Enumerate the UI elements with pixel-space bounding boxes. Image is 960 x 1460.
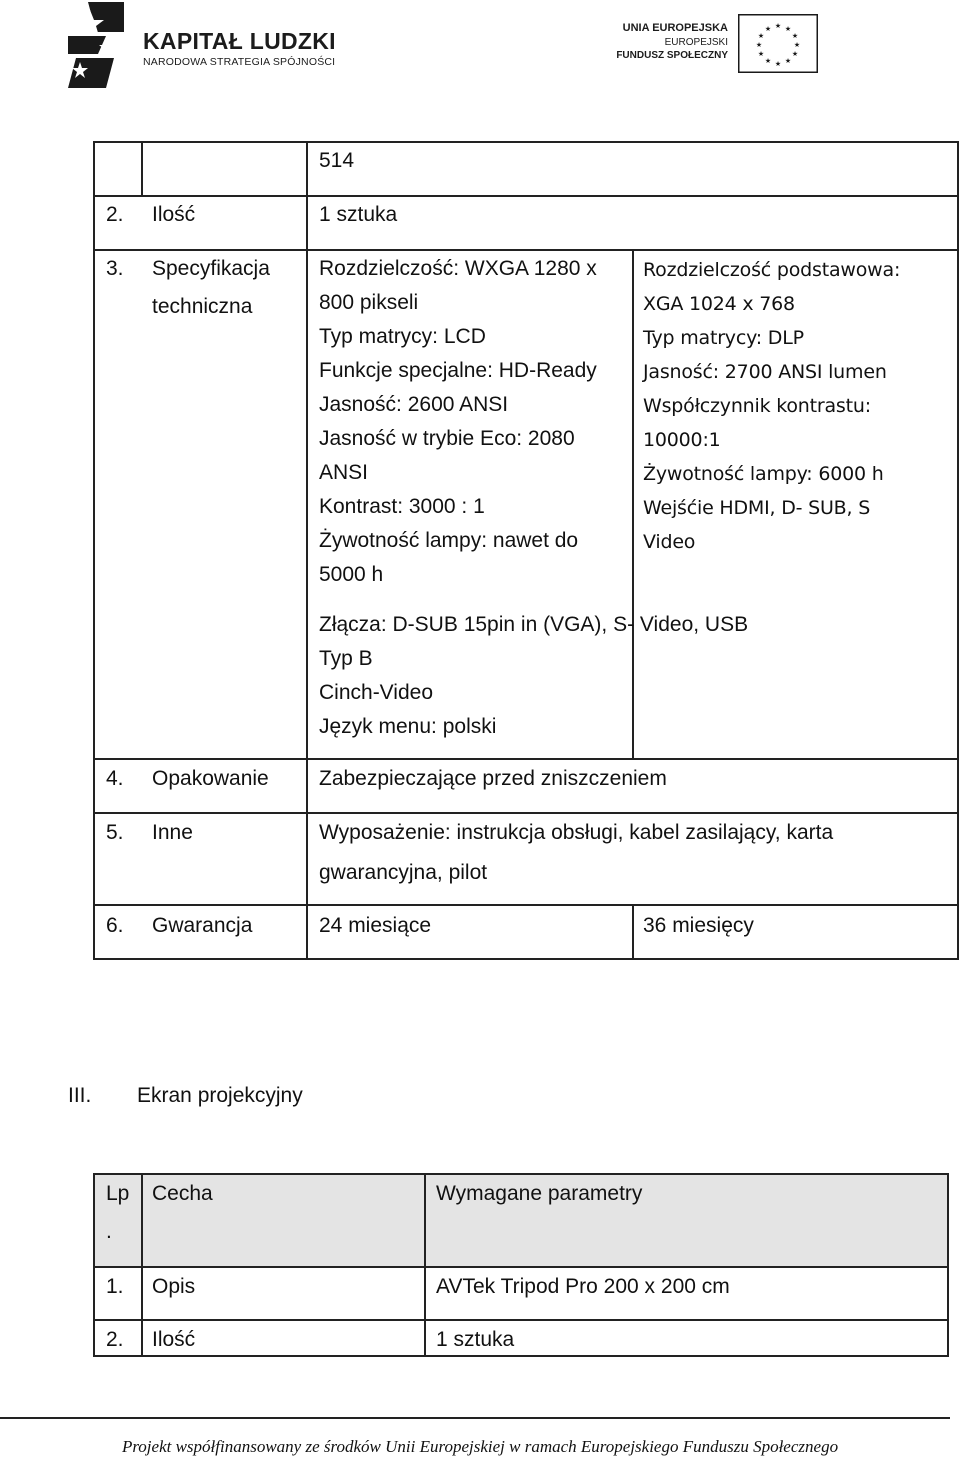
eu-logo-line2: EUROPEJSKI	[664, 37, 728, 48]
row-number: 2.	[106, 203, 124, 226]
spec-line: 5000 h	[319, 563, 384, 586]
kapital-ludzki-subtitle: NARODOWA STRATEGIA SPÓJNOŚCI	[143, 56, 336, 68]
spec-line: Typ matrycy: LCD	[319, 325, 486, 348]
row-required-value: 514	[319, 149, 355, 172]
row-feature-name: Ilość	[152, 1328, 196, 1351]
footer-divider	[0, 1417, 950, 1419]
spec-line: Współczynnik kontrastu:	[643, 395, 871, 417]
spec-line: ANSI	[319, 461, 369, 484]
svg-text:★: ★	[764, 25, 772, 33]
spec-line: 10000:1	[643, 429, 721, 451]
spec-line: Jasność: 2600 ANSI	[319, 393, 509, 416]
row-params: AVTek Tripod Pro 200 x 200 cm	[436, 1275, 730, 1298]
svg-text:★: ★	[774, 22, 782, 30]
row-required-value: 1 sztuka	[319, 203, 398, 226]
svg-text:★: ★	[791, 50, 799, 58]
svg-text:★: ★	[793, 41, 801, 49]
spec-line: Złącza: D-SUB 15pin in (VGA), S- Video, USB	[319, 613, 749, 636]
row-feature-name: Gwarancja	[152, 914, 253, 937]
spec-line: Język menu: polski	[319, 715, 497, 738]
spec-line: Żywotność lampy: nawet do	[319, 529, 579, 552]
row-feature-name: Inne	[152, 821, 193, 844]
spec-line: Rozdzielczość: WXGA 1280 x	[319, 257, 597, 280]
svg-text:★: ★	[757, 50, 765, 58]
svg-text:★: ★	[784, 25, 792, 33]
spec-line: Rozdzielczość podstawowa:	[643, 259, 901, 281]
section-number: III.	[68, 1084, 92, 1107]
row-number: 2.	[106, 1328, 124, 1351]
kapital-ludzki-logo-mark	[66, 2, 126, 88]
eu-flag-icon	[738, 14, 818, 73]
row-feature-name: Opakowanie	[152, 767, 269, 790]
footer-text: Projekt współfinansowany ze środków Unii Europejskiej w ramach Europejskiego Funduszu Społecznego	[121, 1437, 839, 1456]
kapital-ludzki-title: KAPITAŁ LUDZKI	[143, 28, 336, 54]
spec-line: Video	[643, 531, 696, 553]
svg-text:★: ★	[784, 57, 792, 65]
spec-line: Żywotność lampy: 6000 h	[643, 463, 884, 485]
svg-text:★: ★	[755, 41, 763, 49]
header-params: Wymagane parametry	[436, 1182, 643, 1205]
spec-line: Jasność w trybie Eco: 2080	[319, 427, 575, 450]
row-params: 1 sztuka	[436, 1328, 515, 1351]
spec-line: XGA 1024 x 768	[643, 293, 795, 315]
row-feature-name: techniczna	[152, 295, 253, 318]
spec-line: Jasność: 2700 ANSI lumen	[643, 361, 887, 383]
eu-logo-line1: UNIA EUROPEJSKA	[622, 22, 728, 34]
header-lp-dot: .	[106, 1220, 112, 1243]
section-title: Ekran projekcyjny	[137, 1084, 303, 1107]
row-feature-name: Specyfikacja	[152, 257, 270, 280]
row-feature-name: Ilość	[152, 203, 196, 226]
spec-line: Funkcje specjalne: HD-Ready	[319, 359, 597, 382]
eu-logo-line3: FUNDUSZ SPOŁECZNY	[616, 50, 728, 61]
row-required-value: Wyposażenie: instrukcja obsługi, kabel zasilający, karta	[319, 821, 834, 844]
svg-text:★: ★	[791, 32, 799, 40]
spec-line: Cinch-Video	[319, 681, 434, 704]
row-number: 4.	[106, 767, 124, 790]
row-number: 5.	[106, 821, 124, 844]
svg-text:★: ★	[764, 57, 772, 65]
row-required-value: Zabezpieczające przed zniszczeniem	[319, 767, 667, 790]
spec-line: 800 pikseli	[319, 291, 419, 314]
svg-text:★: ★	[757, 32, 765, 40]
spec-line: Wejśćie HDMI, D- SUB, S	[643, 497, 871, 519]
svg-text:★: ★	[774, 60, 782, 68]
row-required-value: gwarancyjna, pilot	[319, 861, 488, 884]
spec-line: Typ matrycy: DLP	[643, 327, 804, 349]
row-number: 3.	[106, 257, 124, 280]
spec-line: Kontrast: 3000 : 1	[319, 495, 485, 518]
row-feature-name: Opis	[152, 1275, 196, 1298]
spec-line: Typ B	[319, 647, 373, 670]
row-required-value: 24 miesiące	[319, 914, 432, 937]
header-lp: Lp	[106, 1182, 130, 1205]
header-feature: Cecha	[152, 1182, 213, 1205]
row-number: 6.	[106, 914, 124, 937]
row-offered-value: 36 miesięcy	[643, 914, 754, 937]
row-number: 1.	[106, 1275, 124, 1298]
